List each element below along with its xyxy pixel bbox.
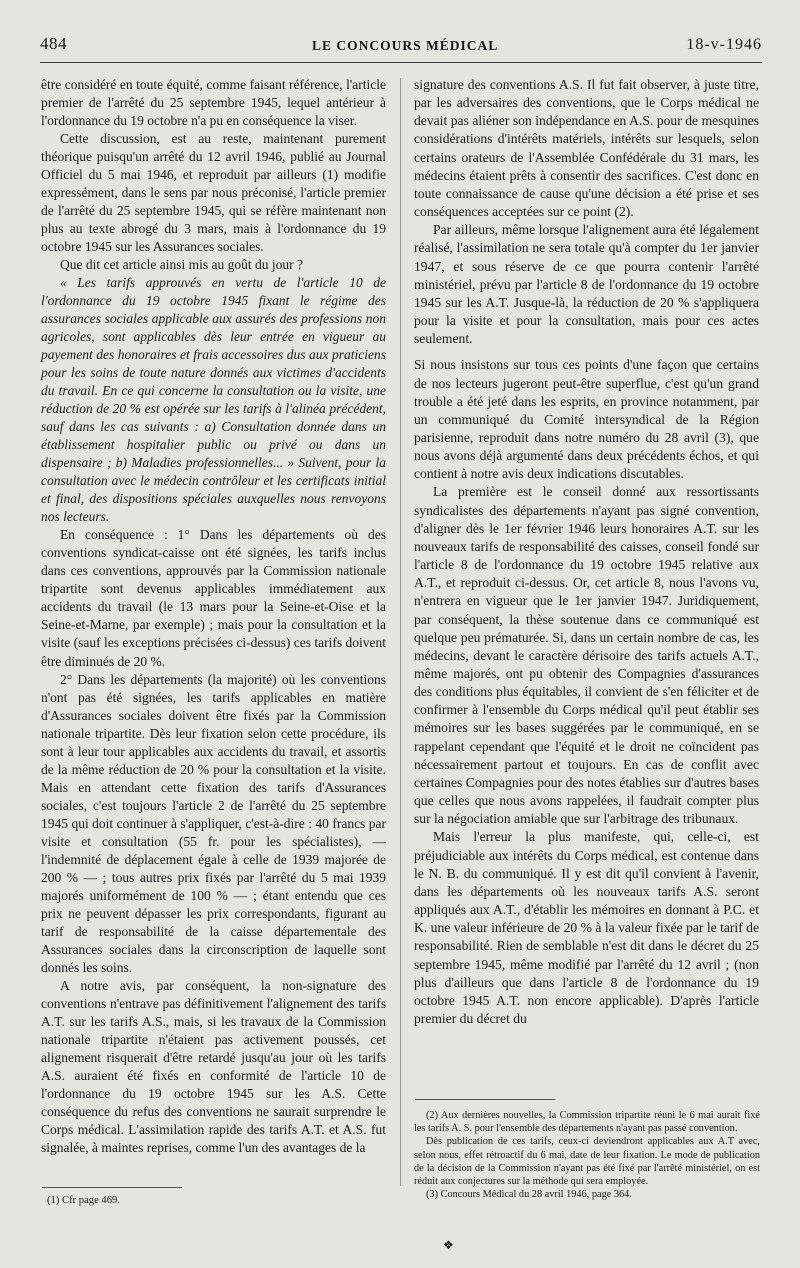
right-paragraph-5: Mais l'erreur la plus manifeste, qui, celle-ci, est préjudiciable aux intérêts du Corps médical, est contenue dans le N. B. du communiqué. Il y est dit qu'il convient à l'avenir, dans les départements où les nouveaux tarifs A.S. seront appliqués aux A.T., d'établir les mémoires en donnant à P.C. et K. une valeur inférieure de 20 % à la valeur fixée par le tarif de responsabilité. Rien de semblable n'est dit dans le décret du 25 septembre 1945, même modifié par l'arrêté du 12 avril ; (non plus d'ailleurs que dans l'article 8 de l'ordonnance du 19 octobre 1945 A.T. non encore applicable). D'après l'article premier du décret du (414, 829, 759, 1026)
header-rule (40, 62, 762, 63)
page-number: 484 (40, 34, 67, 53)
footnote-2-continued: Dès publication de ces tarifs, ceux-ci deviendront applicables aux A.T avec, selon nous, effet rétroactif du 6 mai, date de leur fixation. Le mode de publication de la décision de la Commission n'ayant pas été fixé par l'arrêté ministériel, on est réduit aux conjectures sur la méthode qui sera employée. (414, 1136, 760, 1188)
left-paragraph-quote: « Les tarifs approuvés en vertu de l'article 10 de l'ordonnance du 19 octobre 1945 fixant le régime des assurances sociales applicable aux assurés des professions non agricoles, sont applicables dès leur entrée en vigueur au payement des honoraires et frais accessoires dus aux praticiens pour les soins de toute nature donnés aux victimes d'accidents du travail. En ce qui concerne la consultation ou la visite, une réduction de 20 % est opérée sur les tarifs à l'alinéa précédent, sauf dans les cas suivants : a) Consultation donnée dans un établissement hospitalier public ou privé ou dans un dispensaire ; b) Maladies professionnelles... » Suivent, pour la consultation avec le médecin contrôleur et les certificats initial et final, des dispositions spéciales auxquelles nous renvoyons nos lecteurs. (41, 275, 386, 525)
left-paragraph-5: En conséquence : 1° Dans les départements où des conventions syndicat-caisse ont été signées, les tarifs inclus dans ces conventions, approuvés par la Commission nationale tripartite sont devenus applicables immédiatement aux accidents du travail (le 13 mars pour la Seine-et-Oise et la Seine-et-Marne, par exemple) ; mais pour la consultation et la visite (sauf les exceptions précisées ci-dessus) ces tarifs doivent être diminués de 20 %. (41, 527, 386, 669)
footnotes-right (414, 1109, 760, 1201)
ornament-icon: ❖ (443, 1238, 454, 1252)
footnote-rule-left (42, 1187, 182, 1188)
footnotes-left (47, 1194, 387, 1207)
right-column (414, 76, 759, 1028)
left-paragraph-1: être considéré en toute équité, comme faisant référence, l'article premier de l'arrêté du 25 septembre 1945, lequel antérieur à l'ordonnance du 19 octobre n'a pu en conséquence la viser. (41, 77, 386, 129)
left-paragraph-3: Que dit cet article ainsi mis au goût du jour ? (60, 257, 303, 273)
left-paragraph-6: 2° Dans les départements (la majorité) où les conventions n'ont pas été signées, les tarifs applicables en matière d'Assurances sociales doivent être fixés par la Commission nationale tripartite. Dès leur fixation selon cette procédure, ils sont à leur tour applicables aux accidents du travail, et assortis de la même réduction de 20 % pour la consultation et la visite. Mais en attendant cette fixation des tarifs d'Assurances sociales, c'est toujours l'article 2 de l'arrêté du 25 septembre 1945 qui doit continuer à s'appliquer, c'est-à-dire : 40 francs par visite et consultation (55 fr. pour les spécialistes), — l'indemnité de déplacement égale à celle de 1939 majorée de 200 % — ; tous autres prix fixés par l'arrêté du 5 mai 1939 majorés uniformément de 100 % — ; étant entendu que ces prix ne peuvent dépasser les prix correspondants, figurant au tarif de responsabilité de la caisse départementale des Assurances sociales dans la circonscription de laquelle sont donnés les soins. (41, 671, 386, 975)
footnote-2: (2) Aux dernières nouvelles, la Commission tripartite réuni le 6 mai aurait fixé les tarifs A. S. pour l'ensemble des départements n'ayant pas passé convention. (414, 1110, 760, 1135)
footnote-3: (3) Concours Médical du 28 avril 1946, page 364. (426, 1189, 632, 1201)
footnote-rule-right (415, 1099, 555, 1100)
footnote-1: (1) Cfr page 469. (47, 1195, 120, 1206)
left-column (41, 76, 386, 1157)
right-paragraph-3: Si nous insistons sur tous ces points d'une façon que certains de nos lecteurs jugeront peut-être superflue, c'est qu'un grand trouble a été jeté dans les esprits, en province notamment, par un communiqué du Comité intersyndical de la Région parisienne, reproduit dans notre numéro du 28 avril (3), que nous avons déjà argumenté dans deux précédents échos, et qui contient à notre avis deux indications discutables. (414, 357, 759, 482)
issue-date: 18-v-1946 (686, 36, 762, 53)
left-paragraph-7: A notre avis, par conséquent, la non-signature des conventions n'entrave pas définitivement l'alignement des tarifs A.T. sur les tarifs A.S., mais, si les travaux de la Commission nationale tripartite n'étaient pas activement poussés, cet alignement risquerait d'être retardé jusqu'au jour où les tarifs A.S. auraient été fixés en conformité de l'article 10 de l'ordonnance du 19 octobre 1945 sur les A.S. Cette conséquence du refus des conventions ne saurait surprendre le Corps médical. L'assimilation rapide des tarifs A.T. et A.S. fut signalée, à maintes reprises, comme l'un des avantages de la (41, 977, 386, 1155)
right-paragraph-2: Par ailleurs, même lorsque l'alignement aura été légalement réalisé, l'assimilation ne sera totale qu'à compter du 1er janvier 1947, et sous réserve de ce que pourra contenir l'arrêté ministériel, prévu par l'article 8 de l'ordonnance du 19 octobre 1945 sur les A.T. Jusque-là, la réduction de 20 % s'appliquera pour la visite et pour la consultation, mais pour ces actes seulement. (414, 222, 759, 347)
right-paragraph-4: La première est le conseil donné aux ressortissants syndicalistes des départements n'ayant pas signé convention, d'aligner dès le 1er février 1946 leurs honoraires A.T. sur les nouveaux tarifs de responsabilité des caisses, conseil fondé sur l'article 8 de l'ordonnance du 19 octobre 1945 relative aux A.T., et reproduit ci-dessus. Or, cet article 8, nous l'avons vu, n'entrera en vigueur que le 1er janvier 1947. Juridiquement, par conséquent, la thèse soutenue dans ce communiqué est quelque peu prématurée. Si, dans un certain nombre de cas, les médecins, devant le caractère dérisoire des tarifs actuels A.T., même majorés, ont pu obtenir des Compagnies d'assurances des conditions plus équitables, il convient de s'en féliciter et de confirmer à l'ensemble du Corps médical qu'il peut établir ses mémoires sur les bases suggérées par le communiqué, en se rappelant cependant que l'équité et le droit ne coïncident pas nécessairement partout et toujours. En cas de conflit avec certaines Compagnies pour des notes établies sur d'autres bases que celles que nous avons rappelées, il faudrait compter plus sur la négociation amiable que sur l'arbitrage des tribunaux. (414, 484, 759, 827)
column-divider (400, 78, 401, 1186)
left-paragraph-2: Cette discussion, est au reste, maintenant purement théorique puisqu'un arrêté du 12 avril 1946, publié au Journal Officiel du 5 mai 1946, et reproduit par ailleurs (1) modifie expressément, dans le sens par nous préconisé, l'article premier de l'arrêté du 25 septembre 1945, qui se réfère maintenant non plus au texte abrogé du 3 mars, mais à l'ordonnance du 19 octobre 1945 sur les Assurances sociales. (41, 131, 386, 255)
journal-title: LE CONCOURS MÉDICAL (312, 38, 499, 53)
right-paragraph-1: signature des conventions A.S. Il fut fait observer, à juste titre, par les adversaires des conventions, que le Corps médical ne devait pas aliéner son indépendance en A.S. pour de mesquines considérations d'intérêts matériels, intérêts sur lesquels, selon certains orateurs de l'Assemblée Confédérale du 31 mars, les médecins étaient prêts à consentir des sacrifices. C'est donc en toute connaissance de cause qu'une décision a été prise et ses conséquences acceptées sur ce point (2). (414, 77, 759, 220)
page-header (40, 34, 762, 58)
